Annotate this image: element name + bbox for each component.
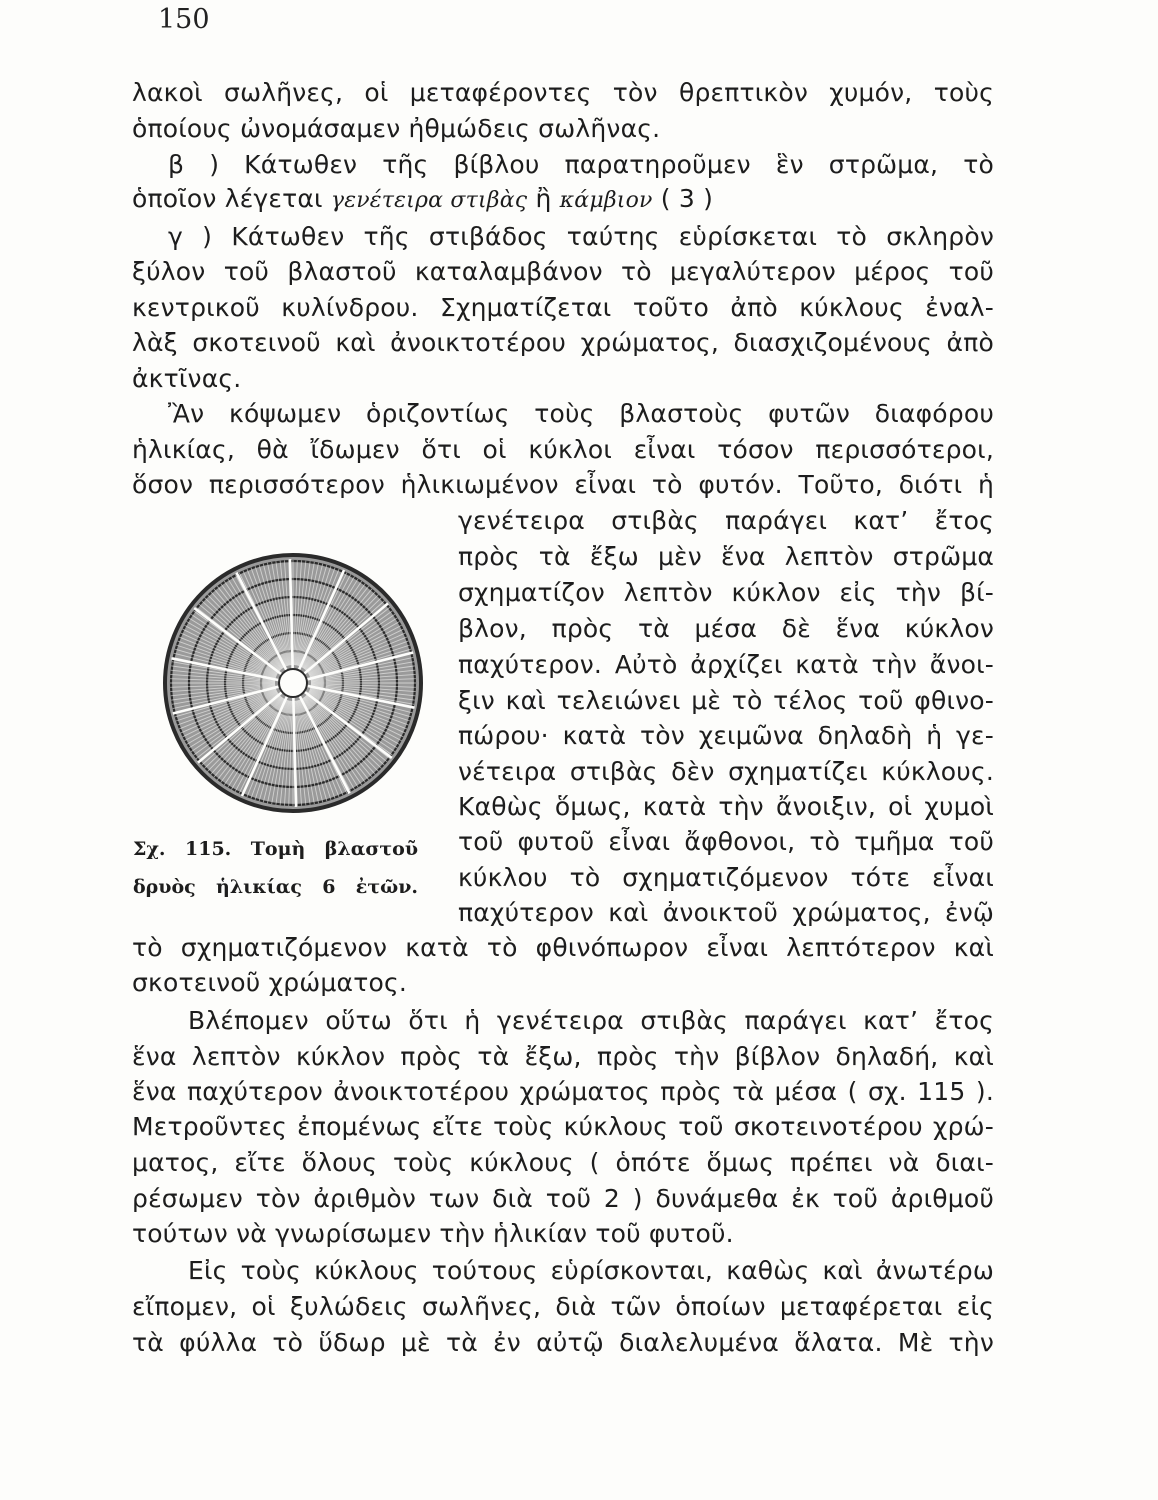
text-line: πώρου· κατὰ τὸν χειμῶνα δηλαδὴ ἡ γε- [458,721,994,750]
text-line: σχηματίζον λεπτὸν κύκλον εἰς τὴν βί- [458,578,994,607]
footnote-ref: ( 3 ) [652,184,714,213]
text-line: λὰξ σκοτεινοῦ καὶ ἀνοικτοτέρου χρώματος, διασχιζομένους ἀπὸ [132,328,994,357]
text-line: τούτων νὰ γνωρίσωμεν τὴν ἡλικίαν τοῦ φυτοῦ. [132,1219,734,1248]
text-line: ρέσωμεν τὸν ἀριθμὸν των διὰ τοῦ 2 ) δυνάμεθα ἐκ τοῦ ἀριθμοῦ [132,1184,994,1213]
term-kamvion: κάμβιον [559,188,653,213]
text-line: γενέτειρα στιβὰς παράγει κατ’ ἔτος [458,506,994,535]
text-line: ξιν καὶ τελειώνει μὲ τὸ τέλος τοῦ φθινο- [458,686,994,715]
text-line: ὁποίους ὠνομάσαμεν ἠθμώδεις σωλῆνας. [132,114,661,143]
text-line: ἀκτῖνας. [132,364,242,393]
text-run: ὁποῖον λέγεται [132,184,331,213]
text-line: Ἂν κόψωμεν ὁριζοντίως τοὺς βλαστοὺς φυτῶν διαφόρου [168,399,994,428]
text-line: Εἰς τοὺς κύκλους τούτους εὑρίσκονται, καθὼς καὶ ἀνωτέρω [188,1256,994,1285]
text-line: Βλέπομεν οὕτω ὅτι ἡ γενέτειρα στιβὰς παράγει κατ’ ἔτος [188,1006,994,1035]
text-line: ἕνα λεπτὸν κύκλον πρὸς τὰ ἔξω, πρὸς τὴν βίβλον δηλαδή, καὶ [132,1042,994,1071]
text-line: παχύτερον καὶ ἀνοικτοῦ χρώματος, ἐνῷ [458,898,994,927]
term-genetria-stivas: γενέτειρα στιβὰς [330,188,528,213]
text-line: εἴπομεν, οἱ ξυλώδεις σωλῆνες, διὰ τῶν ὁποίων μεταφέρεται εἰς [132,1292,994,1321]
text-line: πρὸς τὰ ἔξω μὲν ἕνα λεπτὸν στρῶμα [458,542,994,571]
text-line: τὰ φύλλα τὸ ὕδωρ μὲ τὰ ἐν αὐτῷ διαλελυμένα ἅλατα. Μὲ τὴν [132,1328,994,1357]
text-line: κεντρικοῦ κυλίνδρου. Σχηματίζεται τοῦτο ἀπὸ κύκλους ἐναλ- [132,293,994,322]
stem-cross-section-illustration [158,548,428,818]
text-line: βλον, πρὸς τὰ μέσα δὲ ἕνα κύκλον [458,614,994,643]
text-line: γ ) Κάτωθεν τῆς στιβάδος ταύτης εὑρίσκεται τὸ σκληρὸν [168,222,994,251]
text-line: λακοὶ σωλῆνες, οἱ μεταφέροντες τὸν θρεπτικὸν χυμόν, τοὺς [132,78,994,107]
text-line: σκοτεινοῦ χρώματος. [132,968,407,997]
figure-caption-line: Σχ. 115. Τομὴ βλαστοῦ [133,838,418,860]
figure-caption-line: δρυὸς ἡλικίας 6 ἐτῶν. [133,876,418,898]
text-line: κύκλου τὸ σχηματιζόμενον τότε εἶναι [458,863,994,892]
text-line: β ) Κάτωθεν τῆς βίβλου παρατηροῦμεν ἓν στρῶμα, τὸ [168,150,994,179]
text-line: Μετροῦντες ἐπομένως εἴτε τοὺς κύκλους τοῦ σκοτεινοτέρου χρώ- [132,1112,994,1141]
text-line: ἕνα παχύτερον ἀνοικτοτέρου χρώματος πρὸς τὰ μέσα ( σχ. 115 ). [132,1077,994,1106]
text-line: ξύλον τοῦ βλαστοῦ καταλαμβάνον τὸ μεγαλύτερον μέρος τοῦ [132,257,994,286]
text-line: ὅσον περισσότερον ἡλικιωμένον εἶναι τὸ φυτόν. Τοῦτο, διότι ἡ [132,470,994,499]
text-line [132,182,994,218]
text-line: τοῦ φυτοῦ εἶναι ἄφθονοι, τὸ τμῆμα τοῦ [458,827,994,856]
text-line: τὸ σχηματιζόμενον κατὰ τὸ φθινόπωρον εἶναι λεπτότερον καὶ [132,933,994,962]
text-line: νέτειρα στιβὰς δὲν σχηματίζει κύκλους. [458,757,994,786]
text-line: ματος, εἴτε ὅλους τοὺς κύκλους ( ὁπότε ὅμως πρέπει νὰ διαι- [132,1148,994,1177]
text-run: ἢ [527,184,560,213]
text-line: ἡλικίας, θὰ ἴδωμεν ὅτι οἱ κύκλοι εἶναι τόσον περισσότεροι, [132,435,994,464]
text-line: παχύτερον. Αὐτὸ ἀρχίζει κατὰ τὴν ἄνοι- [458,650,994,679]
stem-cross-section-figure [158,548,428,818]
text-line: Καθὼς ὅμως, κατὰ τὴν ἄνοιξιν, οἱ χυμοὶ [458,792,994,821]
pith [279,669,307,697]
page-number: 150 [158,4,210,35]
